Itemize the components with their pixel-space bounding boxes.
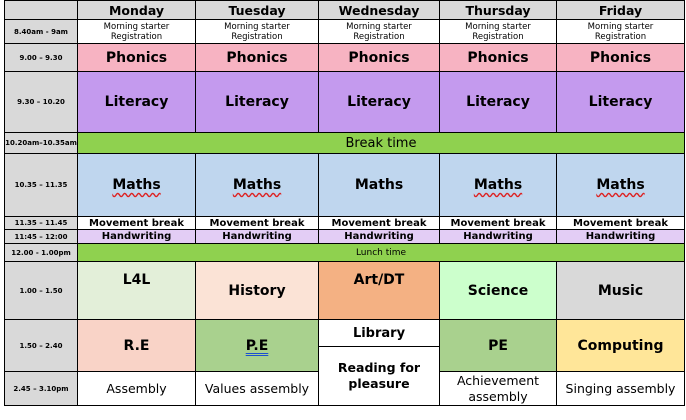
break-time-cell: Break time — [78, 133, 685, 154]
reading-label: Reading for pleasure — [337, 360, 421, 391]
handwriting-cell: Handwriting — [319, 230, 440, 244]
phonics-cell: Phonics — [319, 44, 440, 72]
l4l-cell: L4L — [78, 262, 196, 320]
maths-cell — [440, 154, 557, 217]
movement-break-cell: Movement break — [196, 217, 319, 230]
achievement-label: Achievement assembly — [456, 372, 540, 404]
maths-label: Maths — [354, 177, 404, 193]
starter-line1: Morning starter — [346, 21, 412, 32]
music-cell: Music — [557, 262, 685, 320]
library-cell: Library — [319, 320, 440, 347]
phonics-cell: Phonics — [78, 44, 196, 72]
handwriting-cell: Handwriting — [440, 230, 557, 244]
starter-line1: Morning starter — [103, 21, 170, 32]
maths-label: Maths — [473, 177, 523, 193]
corner-cell — [5, 1, 78, 20]
maths-cell — [196, 154, 319, 217]
row-morning-starter — [5, 20, 685, 44]
re-cell: R.E — [78, 320, 196, 372]
assembly-cell: Assembly — [78, 372, 196, 406]
literacy-cell: Literacy — [78, 72, 196, 133]
row-break — [5, 133, 685, 154]
morning-starter-cell — [319, 20, 440, 44]
time-cell: 9.00 – 9.30 — [5, 44, 78, 72]
time-cell: 8.40am - 9am — [5, 20, 78, 44]
achievement-assembly-cell — [440, 372, 557, 406]
morning-starter-cell — [440, 20, 557, 44]
maths-cell — [78, 154, 196, 217]
row-movement — [5, 217, 685, 230]
row-maths — [5, 154, 685, 217]
time-cell: 10.35 – 11.35 — [5, 154, 78, 217]
header-row — [5, 1, 685, 20]
time-cell: 12.00 - 1.00pm — [5, 244, 78, 262]
maths-cell — [557, 154, 685, 217]
movement-break-cell: Movement break — [440, 217, 557, 230]
day-header-tuesday: Tuesday — [196, 1, 319, 20]
starter-line2: Registration — [231, 31, 283, 42]
computing-cell: Computing — [557, 320, 685, 372]
time-cell: 2.45 – 3.10pm — [5, 372, 78, 406]
singing-assembly-cell: Singing assembly — [557, 372, 685, 406]
maths-label: Maths — [112, 177, 161, 193]
row-literacy — [5, 72, 685, 133]
time-cell: 1.50 – 2.40 — [5, 320, 78, 372]
phonics-cell: Phonics — [557, 44, 685, 72]
movement-break-cell: Movement break — [557, 217, 685, 230]
handwriting-cell: Handwriting — [196, 230, 319, 244]
handwriting-cell: Handwriting — [557, 230, 685, 244]
maths-cell — [319, 154, 440, 217]
morning-starter-cell — [196, 20, 319, 44]
phonics-cell: Phonics — [440, 44, 557, 72]
lunch-time-cell: Lunch time — [78, 244, 685, 262]
starter-line2: Registration — [594, 31, 647, 42]
time-cell: 9.30 – 10.20 — [5, 72, 78, 133]
day-header-monday: Monday — [78, 1, 196, 20]
maths-label: Maths — [232, 177, 282, 193]
day-header-wednesday: Wednesday — [319, 1, 440, 20]
starter-line2: Registration — [353, 31, 405, 42]
pe-label: P.E — [245, 337, 269, 354]
science-cell: Science — [440, 262, 557, 320]
time-cell: 11:45 – 12:00 — [5, 230, 78, 244]
starter-line2: Registration — [472, 31, 524, 42]
row-afternoon-1 — [5, 262, 685, 320]
day-header-thursday: Thursday — [440, 1, 557, 20]
maths-label: Maths — [596, 177, 645, 193]
literacy-cell: Literacy — [557, 72, 685, 133]
movement-break-cell: Movement break — [319, 217, 440, 230]
row-afternoon-2a — [5, 320, 685, 347]
morning-starter-cell — [557, 20, 685, 44]
row-phonics — [5, 44, 685, 72]
time-cell: 10.20am–10.35am — [5, 133, 78, 154]
day-header-friday: Friday — [557, 1, 685, 20]
literacy-cell: Literacy — [319, 72, 440, 133]
starter-line1: Morning starter — [465, 21, 531, 32]
row-handwriting — [5, 230, 685, 244]
art-dt-cell: Art/DT — [319, 262, 440, 320]
movement-break-cell: Movement break — [78, 217, 196, 230]
literacy-cell: Literacy — [440, 72, 557, 133]
reading-for-pleasure-cell — [319, 347, 440, 406]
literacy-cell: Literacy — [196, 72, 319, 133]
time-cell: 1.00 – 1.50 — [5, 262, 78, 320]
history-cell: History — [196, 262, 319, 320]
time-cell: 11.35 – 11.45 — [5, 217, 78, 230]
handwriting-cell: Handwriting — [78, 230, 196, 244]
starter-line1: Morning starter — [587, 21, 654, 32]
pe-cell-thursday: PE — [440, 320, 557, 372]
phonics-cell: Phonics — [196, 44, 319, 72]
starter-line1: Morning starter — [224, 21, 290, 32]
pe-cell-tuesday — [196, 320, 319, 372]
starter-line2: Registration — [110, 31, 163, 42]
morning-starter-cell — [78, 20, 196, 44]
timetable — [4, 0, 685, 406]
values-assembly-cell: Values assembly — [196, 372, 319, 406]
row-lunch — [5, 244, 685, 262]
